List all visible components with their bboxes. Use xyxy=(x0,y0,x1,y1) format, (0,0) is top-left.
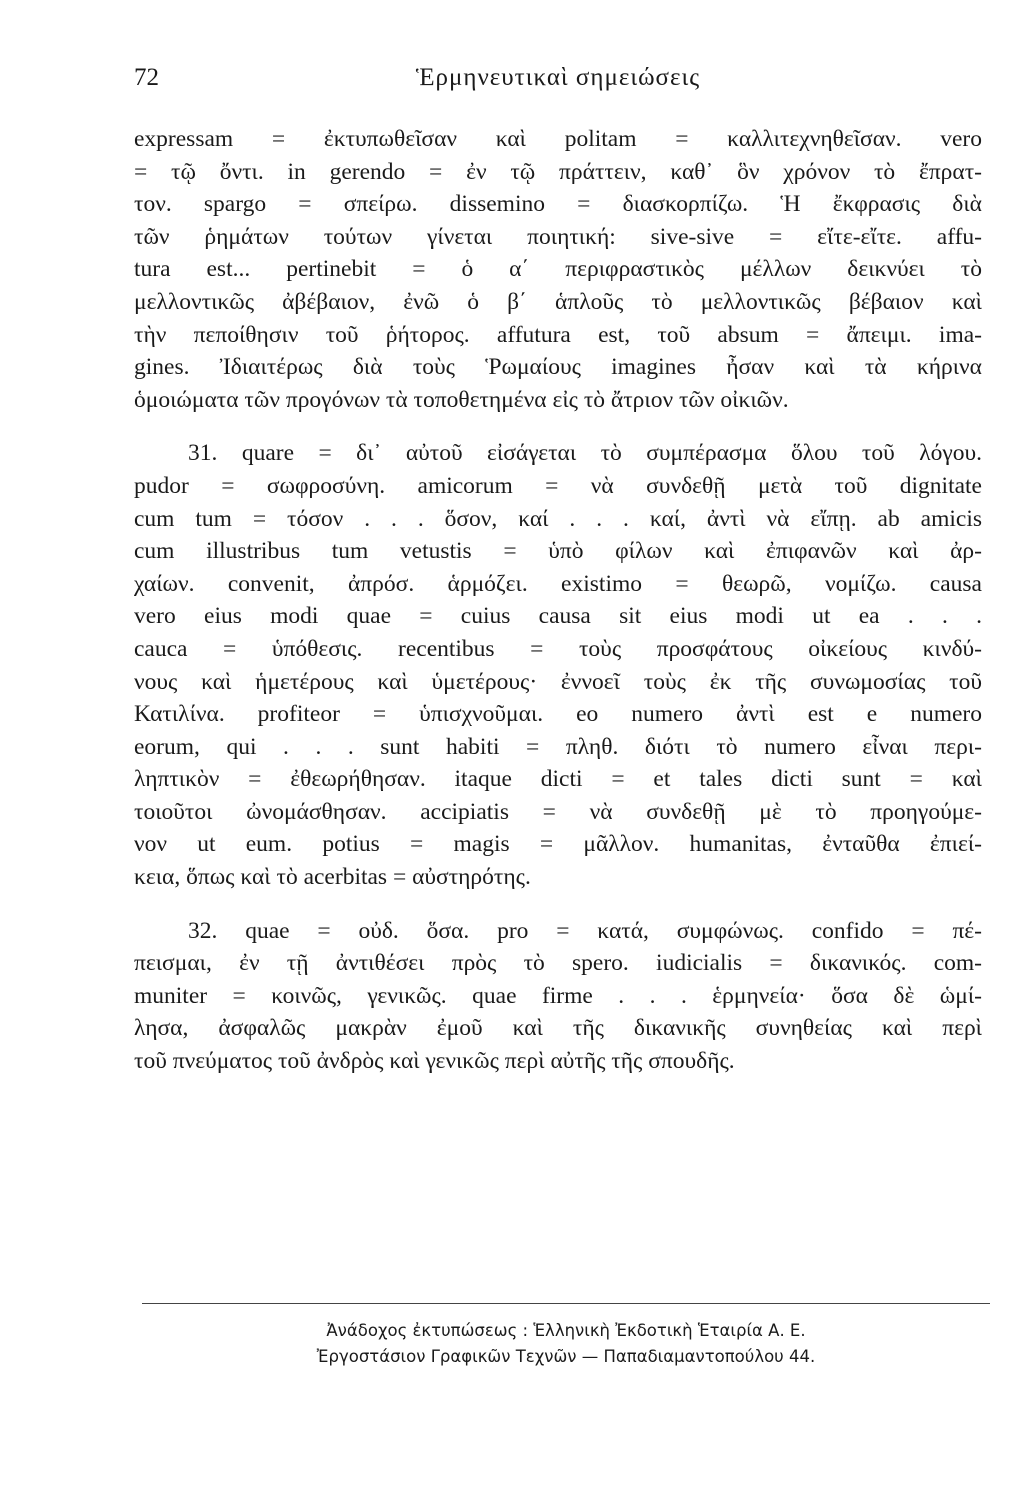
text-line: ληπτικὸν = ἐθεωρήθησαν. itaque dicti = et tales dicti sunt = καὶ xyxy=(134,766,982,793)
text-line: pudor = σωφροσύνη. amicorum = νὰ συνδεθῇ μετὰ τοῦ dignitate xyxy=(134,472,982,499)
text-line: τῶν ῥημάτων τούτων γίνεται ποιητική: sive-sive = εἴτε-εἴτε. affu- xyxy=(134,223,982,250)
text-line: tura est... pertinebit = ὁ α΄ περιφραστικὸς μέλλων δεικνύει τὸ xyxy=(134,256,982,283)
text-line: cauca = ὑπόθεσις. recentibus = τοὺς προσφάτους οἰκείους κινδύ- xyxy=(134,635,982,662)
text-line: gines. Ἰδιαιτέρως διὰ τοὺς Ῥωμαίους imagines ἦσαν καὶ τὰ κήρινα xyxy=(134,354,982,381)
text-line: τοῦ πνεύματος τοῦ ἀνδρὸς καὶ γενικῶς περὶ αὐτῆς τῆς σπουδῆς. xyxy=(134,1048,735,1075)
text-line: μελλοντικῶς ἀβέβαιον, ἐνῶ ὁ β΄ ἁπλοῦς τὸ μελλοντικῶς βέβαιον καὶ xyxy=(134,288,982,315)
paragraph-31 xyxy=(134,437,982,893)
text-line: cum tum = τόσον . . . ὅσον, καί . . . καί, ἀντὶ νὰ εἴπῃ. ab amicis xyxy=(134,505,982,532)
text-line: ὁμοιώματα τῶν προγόνων τὰ τοποθετημένα εἰς τὸ ἄτριον τῶν οἰκιῶν. xyxy=(134,386,789,413)
text-line: κεια, ὅπως καὶ τὸ acerbitas = αὐστηρότης. xyxy=(134,864,531,891)
running-title: Ἑρμηνευτικαὶ σημειώσεις xyxy=(415,64,701,91)
paragraph-32 xyxy=(134,915,982,1078)
text-line: Κατιλίνα. profiteor = ὑπισχνοῦμαι. eo numero ἀντὶ est e numero xyxy=(134,701,982,728)
paragraph-gap xyxy=(134,894,982,915)
text-line: νους καὶ ἡμετέρους καὶ ὑμετέρους· ἐννοεῖ τοὺς ἐκ τῆς συνωμοσίας τοῦ xyxy=(134,668,982,695)
paragraph-gap xyxy=(134,416,982,437)
text-line: χαίων. convenit, ἀπρόσ. ἁρμόζει. existimo = θεωρῶ, νομίζω. causa xyxy=(134,570,982,597)
text-line: 32. quae = οὐδ. ὅσα. pro = κατά, συμφώνως. confido = πέ- xyxy=(188,917,982,944)
text-line: vero eius modi quae = cuius causa sit eius modi ut ea . . . xyxy=(134,603,982,630)
imprint-line: Ἀνάδοχος ἐκτυπώσεως : Ἑλληνικὴ Ἐκδοτικὴ Ἑταιρία Α. Ε. xyxy=(326,1321,806,1340)
text-line: τον. spargo = σπείρω. dissemino = διασκορπίζω. Ἡ ἔκφρασις διὰ xyxy=(134,191,982,218)
text-line: eorum, qui . . . sunt habiti = πληθ. διότι τὸ numero εἶναι περι- xyxy=(134,733,982,760)
body-text xyxy=(134,123,982,1078)
text-line: νον ut eum. potius = magis = μᾶλλον. humanitas, ἐνταῦθα ἐπιεί- xyxy=(134,831,982,858)
text-line: 31. quare = δι᾽ αὐτοῦ εἰσάγεται τὸ συμπέρασμα ὅλου τοῦ λόγου. xyxy=(188,440,982,467)
text-line: τὴν πεποίθησιν τοῦ ῥήτορος. affutura est, τοῦ absum = ἄπειμι. ima- xyxy=(134,321,982,348)
text-line: τοιοῦτοι ὠνομάσθησαν. accipiatis = νὰ συνδεθῇ μὲ τὸ προηγούμε- xyxy=(134,798,982,825)
printer-imprint xyxy=(142,1318,990,1370)
paragraph-1 xyxy=(134,123,982,416)
text-line: expressam = ἐκτυπωθεῖσαν καὶ politam = καλλιτεχνηθεῖσαν. vero xyxy=(134,126,982,152)
text-line: = τῷ ὄντι. in gerendo = ἐν τῷ πράττειν, καθ᾽ ὃν χρόνον τὸ ἔπρατ- xyxy=(134,158,982,185)
page-number: 72 xyxy=(134,64,159,91)
page-header xyxy=(134,64,982,104)
text-line: πεισμαι, ἐν τῇ ἀντιθέσει πρὸς τὸ spero. iudicialis = δικανικός. com- xyxy=(134,950,982,977)
text-line: λησα, ἀσφαλῶς μακρὰν ἐμοῦ καὶ τῆς δικανικῆς συνηθείας καὶ περὶ xyxy=(134,1015,982,1042)
text-line: muniter = κοινῶς, γενικῶς. quae firme . . . ἑρμηνεία· ὅσα δὲ ὡμί- xyxy=(134,982,982,1009)
imprint-line: Ἐργοστάσιον Γραφικῶν Τεχνῶν — Παπαδιαμαντοπούλου 44. xyxy=(316,1347,816,1366)
footer-rule xyxy=(142,1303,990,1304)
text-line: cum illustribus tum vetustis = ὑπὸ φίλων καὶ ἐπιφανῶν καὶ ἀρ- xyxy=(134,538,982,565)
